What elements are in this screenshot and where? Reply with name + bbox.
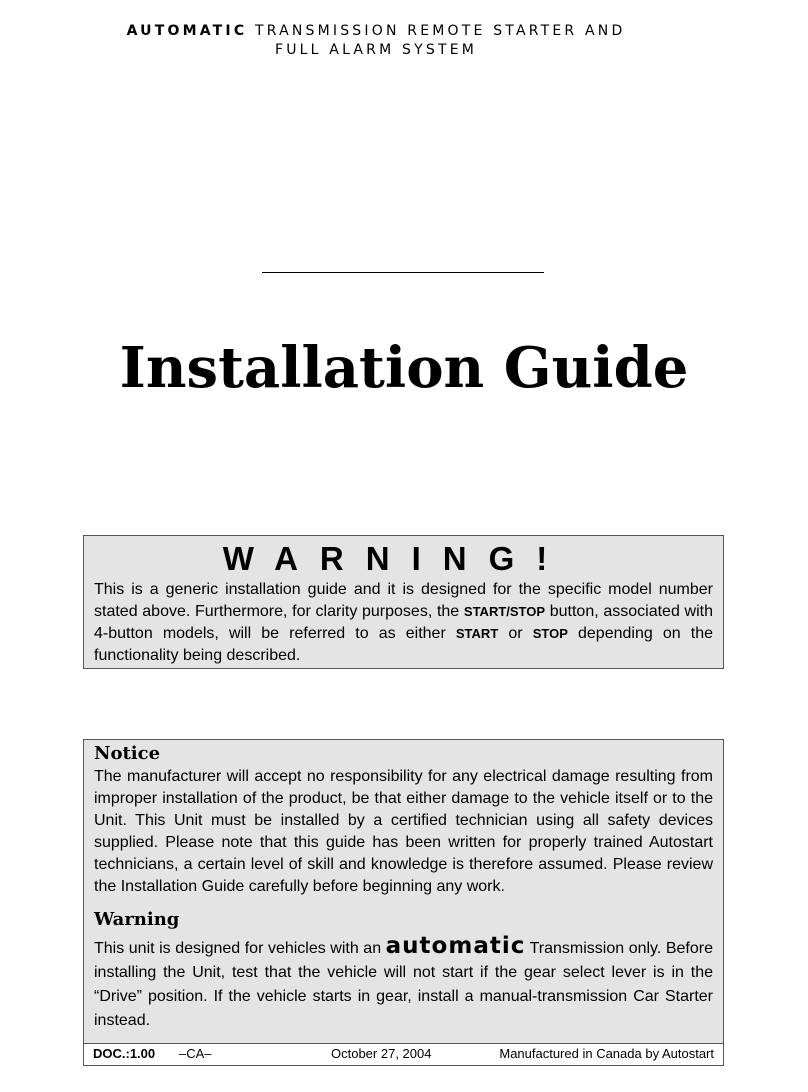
document-header: [0, 22, 752, 60]
header-line-2: FULL ALARM SYSTEM: [274, 42, 478, 58]
warning-box-text: [84, 579, 723, 667]
keyword-start: START: [455, 626, 499, 641]
footer-manufacturer: Manufactured in Canada by Autostart: [499, 1046, 714, 1061]
footer-date: October 27, 2004: [331, 1046, 432, 1061]
warning-text-rest: Transmission only. Before installing the Unit, test that the vehicle will not start if the gear select lever is in the “Drive” position. If the vehicle starts in gear, install a manual-transmission Car Starter instead.: [94, 940, 714, 1029]
warning-heading: Warning: [94, 909, 180, 930]
notice-box: [83, 739, 724, 1044]
notice-text: The manufacturer will accept no responsibility for any electrical damage resulting from improper installation of the product, be that either damage to the vehicle itself or to the Unit. This Unit must be installed by a certified technician using all safety devices supplied. Please note that this guide has been written for properly trained Autostart technicians, a certain level of skill and knowledge is therefore assumed. Please review the Installation Guide carefully before beginning any work.: [94, 768, 713, 895]
warning-text-part-2: button, associated with 4-button models, will be referred to as either: [94, 603, 713, 642]
header-line-1: [0, 22, 752, 41]
notice-heading: Notice: [94, 743, 161, 764]
warning-box-heading: WARNING!: [222, 540, 570, 577]
page-title: Installation Guide: [119, 335, 689, 401]
warning-text: [84, 934, 723, 1033]
footer-doc-number: DOC.:1.00: [93, 1046, 156, 1061]
header-line-1-text: TRANSMISSION REMOTE STARTER AND: [254, 23, 626, 39]
warning-text-part-4: depending on the functionality being described.: [94, 625, 713, 664]
keyword-start-stop: START/STOP: [463, 604, 546, 619]
warning-text-lead: This unit is designed for vehicles with an: [94, 940, 386, 957]
warning-box: [83, 535, 724, 669]
automatic-emphasis: automatic: [385, 933, 526, 959]
document-footer: [83, 1044, 724, 1066]
keyword-stop: STOP: [532, 626, 568, 641]
footer-region: –CA–: [179, 1046, 212, 1061]
warning-text-part-3: or: [498, 625, 533, 642]
title-rule: [262, 272, 544, 273]
header-brand: AUTOMATIC: [126, 23, 248, 39]
warning-text-part-1: This is a generic installation guide and it is designed for the specific model number stated above. Furthermore, for clarity purposes, the: [94, 581, 713, 620]
